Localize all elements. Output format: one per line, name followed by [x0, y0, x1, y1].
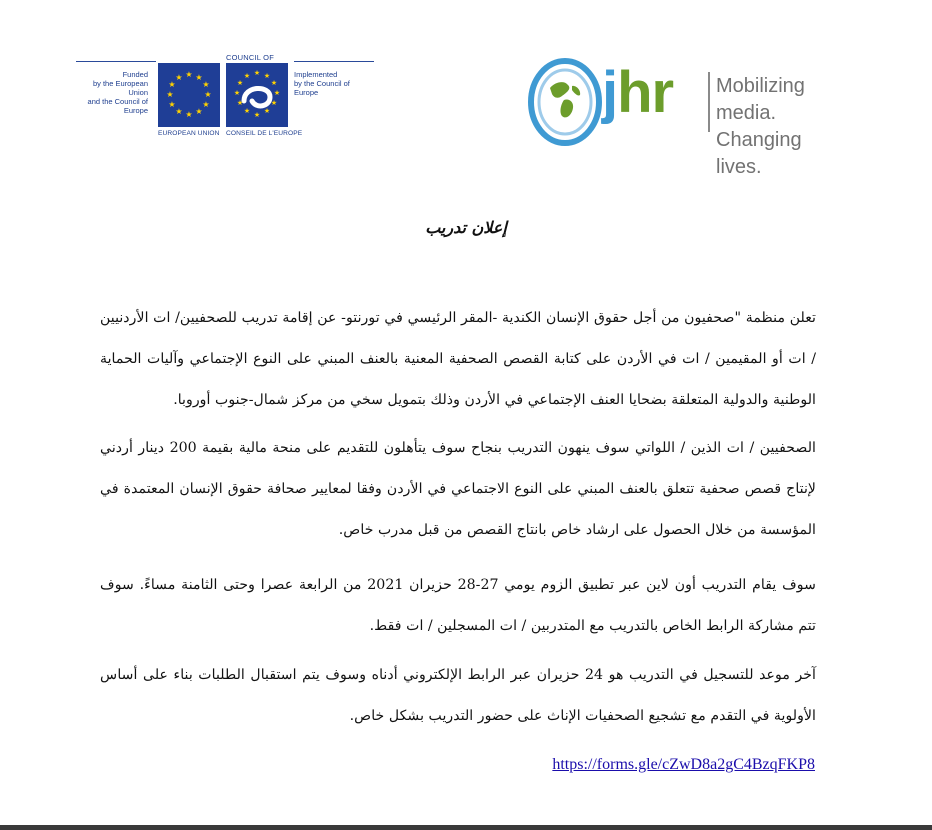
paragraph-deadline: آخر موعد للتسجيل في التدريب هو 24 حزيران عبر الرابط الإلكتروني أدناه وسوف يتم استقبال الطلبات بناء على أساس الأولوية في التقدم مع تشجيع الصحفيات الإناث على حضور التدريب بشكل خاص.	[100, 667, 816, 724]
svg-text:★: ★	[236, 79, 244, 87]
funding-rule-right	[294, 61, 374, 62]
svg-text:★: ★	[168, 100, 176, 109]
svg-text:★: ★	[263, 107, 271, 115]
council-of-europe-flag-icon	[226, 63, 288, 127]
eu-caption: EUROPEAN UNION	[158, 130, 220, 137]
jhr-wordmark: jhr	[602, 60, 674, 125]
funded-by-text: Funded by the European Union and the Council of Europe	[87, 70, 148, 115]
globe-icon	[528, 58, 602, 146]
coe-caption: CONSEIL DE L'EUROPE	[226, 130, 303, 137]
jhr-tagline: Mobilizing media. Changing lives.	[716, 75, 805, 178]
svg-text:★: ★	[236, 99, 244, 107]
implemented-by-text: Implemented by the Council of Europe	[294, 70, 350, 97]
svg-text:★: ★	[263, 72, 271, 80]
svg-text:★: ★	[270, 99, 278, 107]
svg-text:★: ★	[202, 100, 210, 109]
svg-text:★: ★	[204, 90, 212, 99]
svg-text:★: ★	[243, 107, 251, 115]
coe-top-label: COUNCIL OF	[226, 53, 274, 62]
bottom-edge-bar	[0, 825, 932, 830]
svg-text:★: ★	[273, 89, 281, 97]
svg-text:★: ★	[253, 69, 261, 77]
paragraph-announcement: تعلن منظمة "صحفيون من أجل حقوق الإنسان الكندية -المقر الرئيسي في تورنتو- عن إقامة تدريب للصحفيين/ ات الأردنيين / ات أو المقيمين / ات في الأردن على كتابة القصص الصحفية المعنية بالعنف المبني على النوع الإجتماعي وآليات الحماية الوطنية والدولية المتعلقة بضحايا العنف الإجتماعي في الأردن وذلك بتمويل سخي من مركز شمال-جنوب أوروبا.	[100, 310, 816, 408]
document-title: إعلان تدريب	[425, 218, 507, 237]
svg-text:★: ★	[243, 72, 251, 80]
logo-divider	[708, 72, 710, 132]
svg-text:★: ★	[168, 80, 176, 89]
svg-text:★: ★	[166, 90, 174, 99]
registration-link[interactable]: https://forms.gle/cZwD8a2gC4BzqFKP8	[552, 756, 815, 773]
svg-text:★: ★	[233, 89, 241, 97]
funding-rule-left	[76, 61, 156, 62]
svg-text:★: ★	[175, 73, 183, 82]
svg-text:★: ★	[195, 73, 203, 82]
svg-text:★: ★	[185, 110, 193, 119]
svg-text:★: ★	[270, 79, 278, 87]
svg-text:★: ★	[185, 70, 193, 79]
svg-text:★: ★	[253, 111, 261, 119]
jhr-logo	[528, 58, 828, 178]
svg-text:★: ★	[175, 107, 183, 116]
svg-text:★: ★	[202, 80, 210, 89]
paragraph-schedule: سوف يقام التدريب أون لاين عبر تطبيق الزوم يومي 27-28 حزيران 2021 من الرابعة عصرا وحتى الثامنة مساءً. سوف تتم مشاركة الرابط الخاص بالتدريب مع المتدربين / ات المسجلين / ات فقط.	[100, 577, 816, 634]
eu-flag-icon	[158, 63, 220, 127]
funding-logos	[76, 53, 372, 144]
svg-text:★: ★	[195, 107, 203, 116]
paragraph-grant: الصحفيين / ات الذين / اللواتي سوف ينهون التدريب بنجاح سوف يتأهلون للتقديم على منحة مالية بقيمة 200 دينار أردني لإنتاج قصص صحفية تتعلق بالعنف المبني على النوع الاجتماعي في الأردن وفقا لمعايير صحافة حقوق الإنسان المعتمدة في المؤسسة من خلال الحصول على ارشاد خاص بانتاج القصص من قبل مدرب خاص.	[100, 440, 816, 538]
